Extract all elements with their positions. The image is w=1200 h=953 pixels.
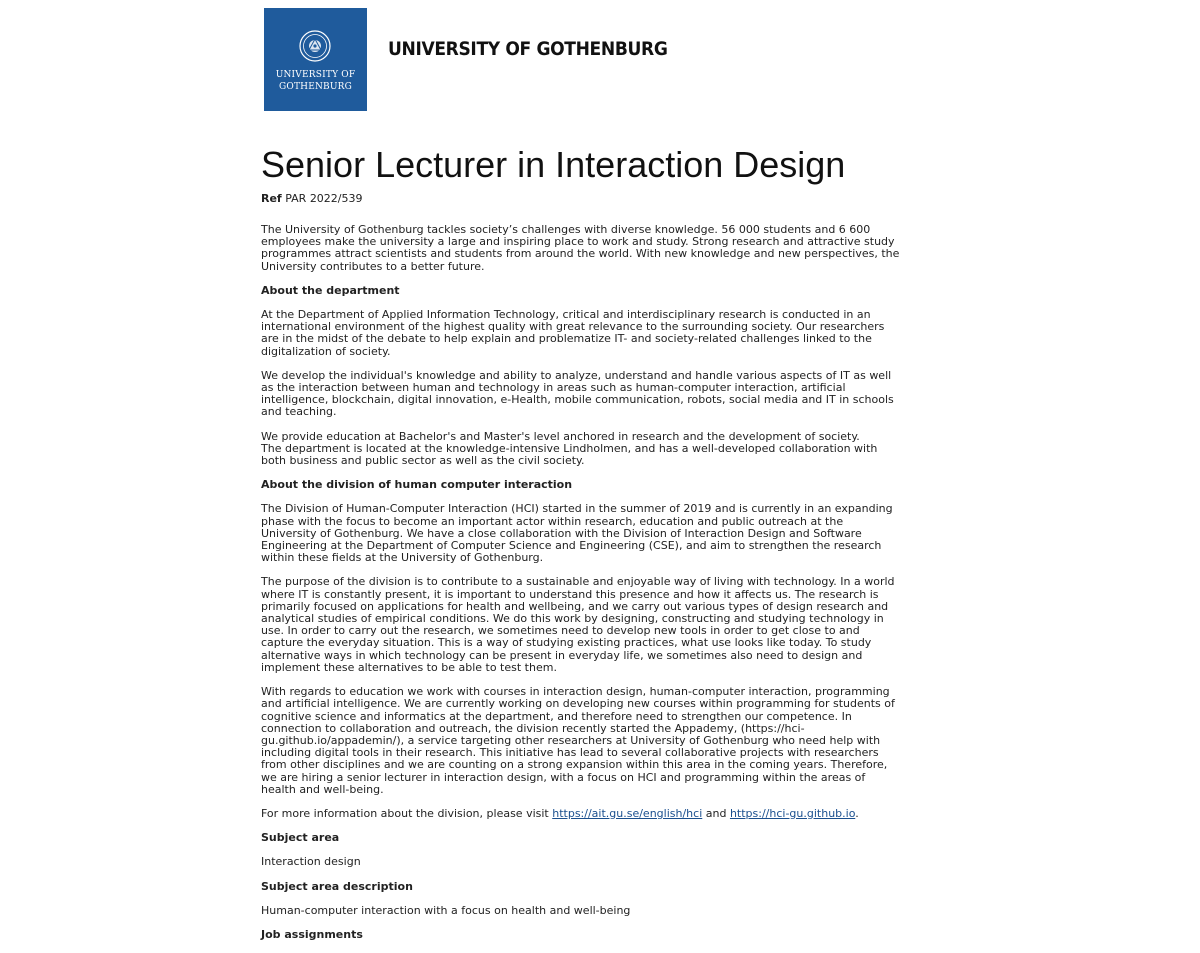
- ref-value: PAR 2022/539: [285, 192, 363, 205]
- division-paragraph-3: With regards to education we work with courses in interaction design, human-computer interaction, programming and artificial intelligence. We are currently working on developing new courses within programming for students of cognitive science and informatics at the department, and therefore need to strengthen our competence. In connection to collaboration and outreach, the division recently started the Appademy, (https://hci-gu.github.io/appademin/), a service targeting other researchers at University of Gothenburg who need help with including digital tools in their research. This initiative has lead to several collaborative projects with researchers from other disciplines and we are counting on a strong expansion within this area in the coming years. Therefore, we are hiring a senior lecturer in interaction design, with a focus on HCI and programming within the areas of health and well-being.: [261, 685, 895, 796]
- university-logo: [264, 8, 367, 111]
- subject-area-value: Interaction design: [261, 855, 361, 869]
- more-info-paragraph: [261, 808, 901, 820]
- logo-line-2: GOTHENBURG: [278, 82, 353, 92]
- hci-github-link[interactable]: https://hci-gu.github.io: [729, 806, 856, 820]
- reference-number: [261, 192, 363, 206]
- brand-name: UNIVERSITY OF GOTHENBURG: [388, 38, 668, 60]
- more-info-and: and: [702, 806, 730, 820]
- posting-content: [261, 224, 901, 953]
- subject-area-description-value: Human-computer interaction with a focus on health and well-being: [261, 903, 631, 917]
- subject-area-heading: Subject area: [261, 831, 340, 845]
- ref-label: Ref: [261, 192, 282, 205]
- page-header: [261, 0, 901, 112]
- hci-website-link[interactable]: https://ait.gu.se/english/hci: [552, 806, 703, 820]
- about-division-heading: About the division of human computer interaction: [261, 478, 573, 492]
- intro-paragraph: The University of Gothenburg tackles society’s challenges with diverse knowledge. 56 000 students and 6 600 employees make the university a large and inspiring place to work and study. Strong research and attractive study programmes attract scientists and students from around the world. With new knowledge and new perspectives, the University contributes to a better future.: [261, 223, 900, 273]
- department-paragraph-3b: The department is located at the knowledge-intensive Lindholmen, and has a well-developed collaboration with both business and public sector as well as the civil society.: [261, 441, 878, 468]
- more-info-prefix: For more information about the division, please visit: [261, 806, 553, 820]
- job-posting-page: [261, 0, 901, 941]
- division-paragraph-1: The Division of Human-Computer Interaction (HCI) started in the summer of 2019 and is currently in an expanding phase with the focus to become an important actor within research, education and public outreach at the University of Gothenburg. We have a close collaboration with the Division of Interaction Design and Software Engineering at the Department of Computer Science and Engineering (CSE), and aim to strengthen the research within these fields at the University of Gothenburg.: [261, 502, 893, 565]
- more-info-suffix: .: [855, 806, 859, 820]
- department-paragraph-3a: We provide education at Bachelor's and Master's level anchored in research and the development of society.: [261, 429, 860, 443]
- university-seal-icon: [299, 30, 331, 62]
- subject-area-description-heading: Subject area description: [261, 879, 413, 893]
- department-paragraph-2: We develop the individual's knowledge and ability to analyze, understand and handle various aspects of IT as well as the interaction between human and technology in areas such as human-computer interaction, artificial intelligence, blockchain, digital innovation, e-Health, mobile communication, robots, social media and IT in schools and teaching.: [261, 368, 894, 419]
- job-assignments-heading: Job assignments: [261, 927, 363, 941]
- division-paragraph-2: The purpose of the division is to contribute to a sustainable and enjoyable way of living with technology. In a world where IT is constantly present, it is important to understand this presence and how it affects us. The research is primarily focused on applications for health and wellbeing, and we carry out various types of design research and analytical studies of empirical conditions. We do this work by designing, constructing and studying technology in use. In order to carry out the research, we sometimes need to develop new tools in order to get close to and capture the everyday situation. This is a way of studying existing practices, what use looks like today. To study alternative ways in which technology can be present in everyday life, we sometimes also need to design and implement these alternatives to be able to test them.: [261, 575, 895, 674]
- logo-wordmark: [264, 69, 367, 93]
- department-paragraph-1: At the Department of Applied Information Technology, critical and interdisciplinary research is conducted in an international environment of the highest quality with great relevance to the surrounding society. Our researchers are in the midst of the debate to help explain and problematize IT- and society-related challenges linked to the digitalization of society.: [261, 308, 885, 358]
- about-department-heading: About the department: [261, 283, 400, 297]
- logo-line-1: UNIVERSITY OF: [275, 70, 356, 80]
- page-title: Senior Lecturer in Interaction Design: [261, 144, 846, 185]
